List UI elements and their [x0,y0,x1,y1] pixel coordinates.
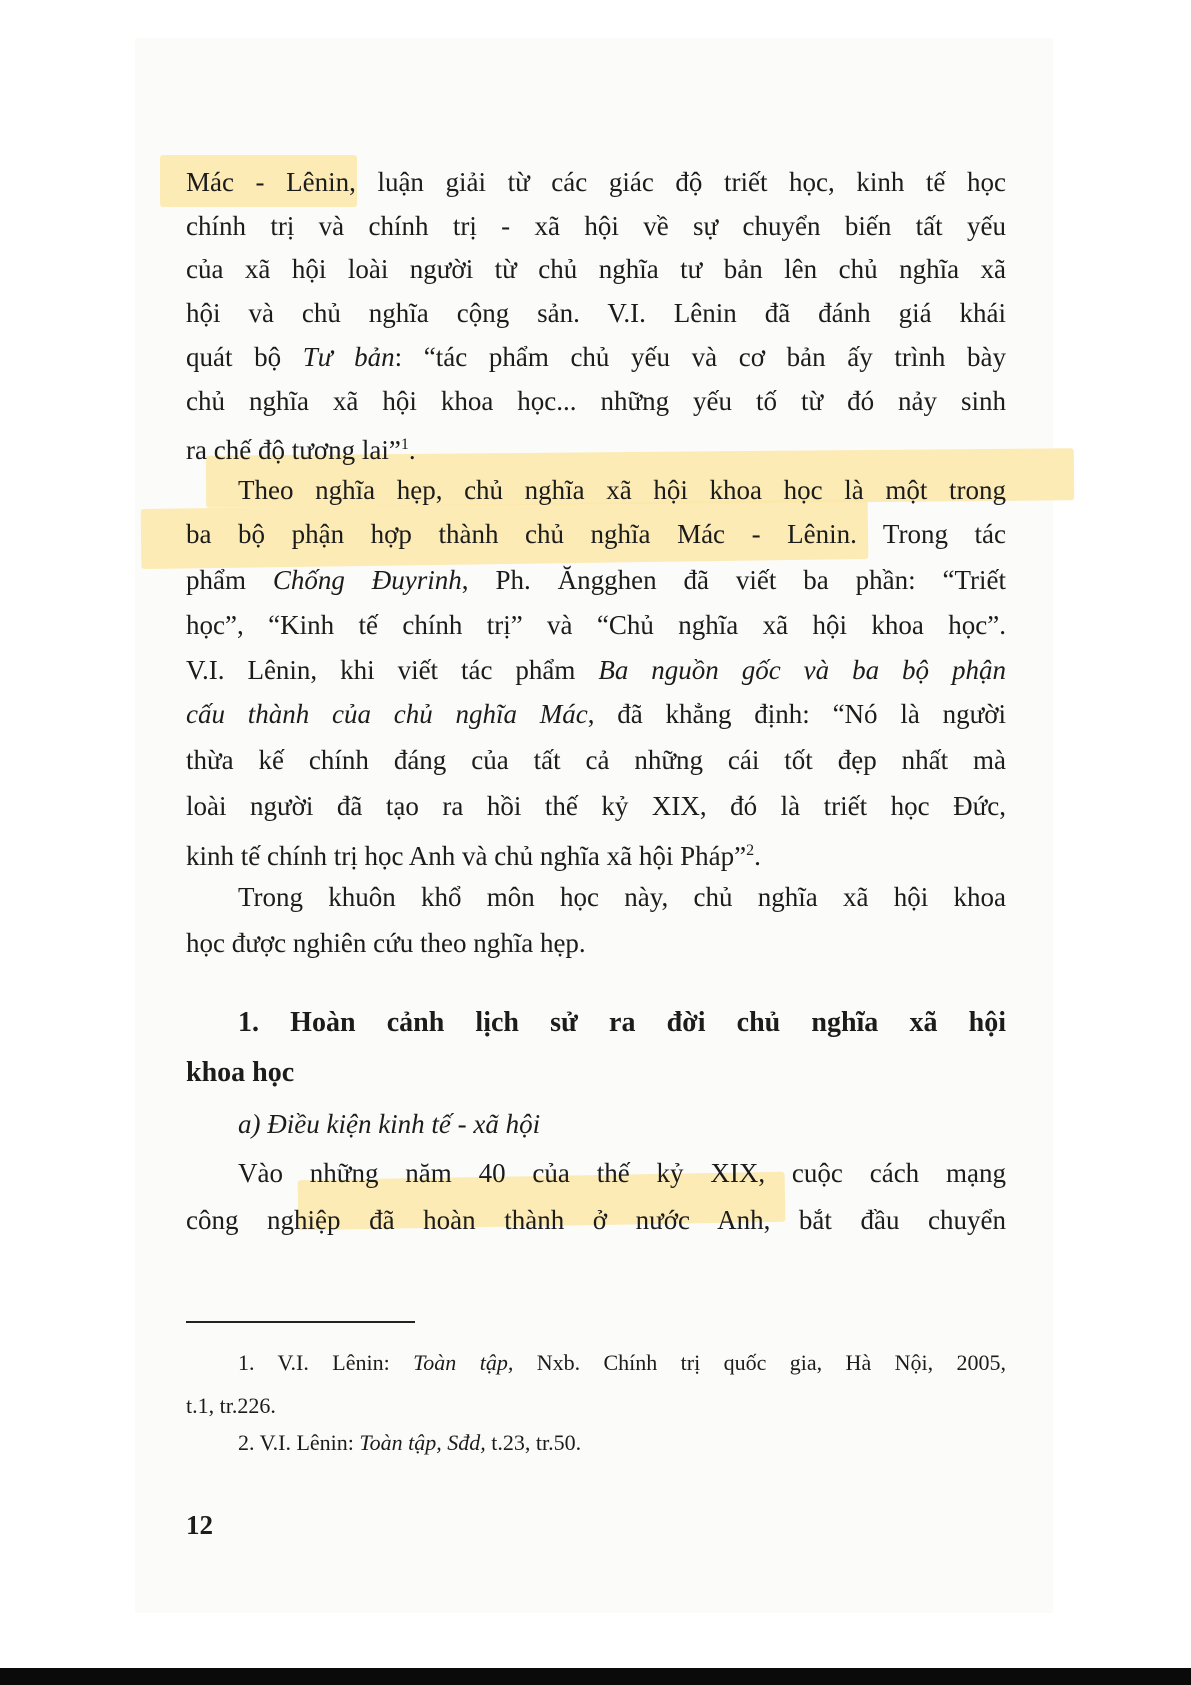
italic-title: Toàn tập, [413,1350,514,1375]
text-run: phẩm [186,565,273,595]
italic-title: Ba nguồn gốc và ba bộ phận [598,655,1006,685]
italic-title: Tư bản [302,342,395,372]
body-line: Vào những năm 40 của thế kỷ XIX, cuộc cách mạng [238,1158,1006,1188]
body-line: Theo nghĩa hẹp, chủ nghĩa xã hội khoa học là một trong [238,475,1006,505]
body-line: Trong khuôn khổ môn học này, chủ nghĩa xã hội khoa [238,882,1006,912]
body-line [186,831,1006,876]
body-line: loài người đã tạo ra hồi thế kỷ XIX, đó là triết học Đức, [186,791,1006,821]
text-run: 2. V.I. Lênin: [238,1430,360,1455]
text-run: ra chế độ tương lai” [186,435,401,465]
body-line: ba bộ phận hợp thành chủ nghĩa Mác - Lênin. Trong tác [186,519,1006,549]
text-run: t.23, tr.50. [485,1430,582,1455]
body-line [186,337,1006,377]
text-run: . [754,841,761,871]
italic-title: cấu thành của chủ nghĩa Mác [186,699,588,729]
body-line: Mác - Lênin, luận giải từ các giác độ triết học, kinh tế học [186,167,1006,197]
footnote-divider [186,1321,415,1323]
section-heading-line: 1. Hoàn cảnh lịch sử ra đời chủ nghĩa xã hội [238,1007,1006,1038]
text-run: . [408,435,416,465]
text-run: , đã khẳng định: “Nó là người [587,699,1006,729]
footnote-ref[interactable]: 1 [400,436,409,453]
footnote-ref[interactable]: 2 [746,842,755,859]
body-line: học”, “Kinh tế chính trị” và “Chủ nghĩa xã hội khoa học”. [186,610,1006,640]
text-run: t.1, tr.226. [186,1393,276,1418]
body-line [186,650,1006,690]
section-heading-line: khoa học [186,1057,295,1088]
body-line: học được nghiên cứu theo nghĩa hẹp. [186,928,586,958]
body-line: công nghiệp đã hoàn thành ở nước Anh, bắt đầu chuyển [186,1205,1006,1235]
footnote-line [238,1347,1006,1379]
text-run: : “tác phẩm chủ yếu và cơ bản ấy trình bày [394,342,1006,372]
text-run: Nxb. Chính trị quốc gia, Hà Nội, 2005, [513,1350,1006,1375]
body-line: chính trị và chính trị - xã hội về sự chuyển biến tất yếu [186,211,1006,241]
footnote-line [186,1390,1006,1422]
text-run: , Ph. Ăngghen đã viết ba phần: “Triết [461,565,1006,595]
body-line: thừa kế chính đáng của tất cả những cái tốt đẹp nhất mà [186,745,1006,775]
text-run: 1. V.I. Lênin: [238,1350,414,1375]
body-line [186,560,1006,600]
bottom-edge [0,1668,1191,1685]
italic-title: Chống Đuyrinh [272,565,462,595]
page-number: 12 [186,1510,213,1540]
footnote-line [238,1427,1006,1459]
body-line [186,694,1006,734]
body-line: hội và chủ nghĩa cộng sản. V.I. Lênin đã đánh giá khái [186,298,1006,328]
text-run: quát bộ [186,342,303,372]
text-run: V.I. Lênin, khi viết tác phẩm [186,655,599,685]
subsection-heading: a) Điều kiện kinh tế - xã hội [238,1109,541,1139]
body-line [186,425,1006,470]
text-run: kinh tế chính trị học Anh và chủ nghĩa xã hội Pháp” [186,841,747,871]
body-line: chủ nghĩa xã hội khoa học... những yếu tố từ đó nảy sinh [186,386,1006,416]
body-line: của xã hội loài người từ chủ nghĩa tư bản lên chủ nghĩa xã [186,254,1006,284]
italic-title: Toàn tập, Sđd, [359,1430,486,1455]
